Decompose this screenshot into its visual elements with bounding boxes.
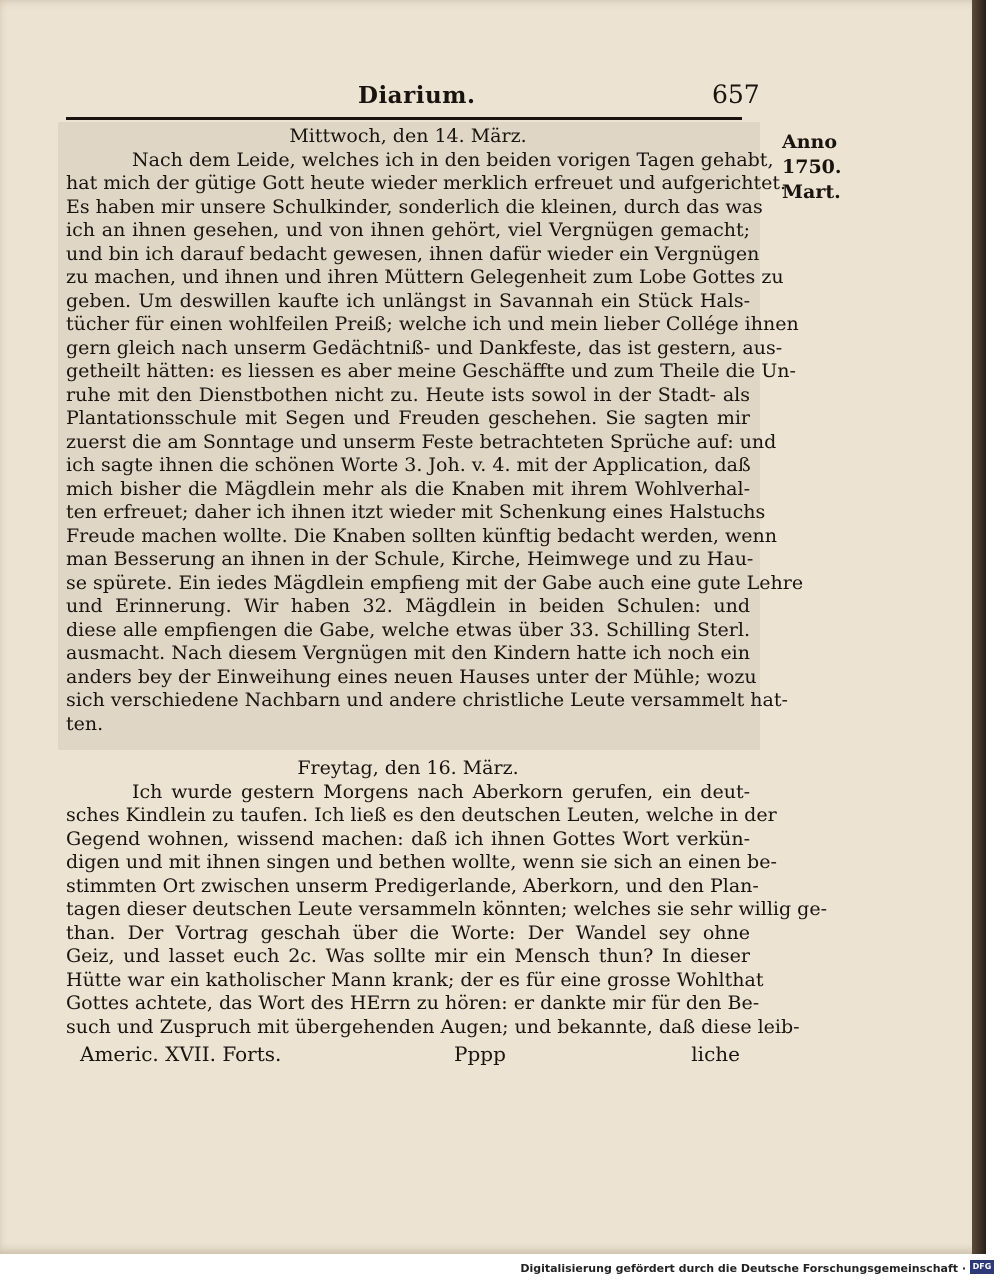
- page-edge: [972, 0, 986, 1254]
- text-line: ten erfreuet; daher ich ihnen itzt wieder mit Schenkung eines Halstuchs: [66, 501, 766, 523]
- margin-note-line: Mart.: [782, 181, 841, 203]
- text-line: sich verschiedene Nachbarn und andere christliche Leute versammelt hat-: [66, 689, 788, 711]
- section-heading: Freytag, den 16. März.: [297, 757, 519, 779]
- header-rule: [66, 117, 742, 120]
- text-line: tagen dieser deutschen Leute versammeln könnten; welches sie sehr willig ge-: [66, 898, 828, 920]
- catchword: liche: [691, 1042, 740, 1066]
- page-footer: [80, 1042, 740, 1070]
- margin-note-line: 1750.: [782, 156, 842, 178]
- text-line: diese alle empfiengen die Gabe, welche etwas über 33. Schilling Sterl.: [66, 618, 750, 641]
- text-line: Gegend wohnen, wissend machen: daß ich ihnen Gottes Wort verkün-: [66, 827, 750, 850]
- text-line: ich sagte ihnen die schönen Worte 3. Joh. v. 4. mit der Application, daß: [66, 454, 751, 476]
- section-freytag: [66, 757, 828, 1039]
- text-line: geben. Um deswillen kaufte ich unlängst in Savannah ein Stück Hals-: [66, 289, 750, 312]
- text-line: mich bisher die Mägdlein mehr als die Knaben mit ihrem Wohlverhal-: [66, 477, 750, 500]
- text-line: Ich wurde gestern Morgens nach Aberkorn gerufen, ein deut-: [132, 780, 750, 803]
- text-line: Freude machen wollte. Die Knaben sollten künftig bedacht werden, wenn: [66, 524, 777, 547]
- text-line: sches Kindlein zu taufen. Ich ließ es den deutschen Leuten, welche in der: [66, 804, 777, 826]
- text-line: se spürete. Ein iedes Mägdlein empfieng mit der Gabe auch eine gute Lehre: [66, 571, 804, 594]
- text-line: hat mich der gütige Gott heute wieder merklich erfreuet und aufgerichtet.: [66, 172, 787, 194]
- digitization-credit: Digitalisierung gefördert durch die Deutsche Forschungsgemeinschaft ·: [520, 1262, 966, 1275]
- text-line: Es haben mir unsere Schulkinder, sonderlich die kleinen, durch das was: [66, 195, 763, 218]
- text-line: Geiz, und lasset euch 2c. Was sollte mir ein Mensch thun? In dieser: [66, 945, 750, 967]
- text-line: man Besserung an ihnen in der Schule, Kirche, Heimwege und zu Hau-: [66, 548, 754, 570]
- page-number: 657: [712, 80, 760, 109]
- text-line: ruhe mit den Dienstbothen nicht zu. Heute ists sowol in der Stadt- als: [66, 383, 750, 406]
- margin-note: [782, 130, 842, 205]
- margin-note-line: Anno: [782, 131, 838, 153]
- text-line: ich an ihnen gesehen, und von ihnen gehört, viel Vergnügen gemacht;: [66, 219, 750, 241]
- text-line: than. Der Vortrag geschah über die Worte: Der Wandel sey ohne: [66, 921, 750, 944]
- text-line: und Erinnerung. Wir haben 32. Mägdlein in beiden Schulen: und: [66, 595, 750, 617]
- sheet-mark: Pppp: [454, 1042, 506, 1066]
- text-line: Gottes achtete, das Wort des HErrn zu hören: er dankte mir für den Be-: [66, 992, 760, 1014]
- text-line: such und Zuspruch mit übergehenden Augen; und bekannte, daß diese leib-: [66, 1015, 800, 1038]
- signature-mark: Americ. XVII. Forts.: [80, 1042, 282, 1066]
- text-line: getheilt hätten: es liessen es aber meine Geschäffte und zum Theile die Un-: [66, 360, 796, 382]
- text-line: und bin ich darauf bedacht gewesen, ihnen dafür wieder ein Vergnügen: [66, 242, 760, 265]
- text-line: Nach dem Leide, welches ich in den beiden vorigen Tagen gehabt,: [132, 148, 774, 171]
- text-line: anders bey der Einweihung eines neuen Hauses unter der Mühle; wozu: [66, 665, 757, 688]
- text-line: zu machen, und ihnen und ihren Müttern Gelegenheit zum Lobe Gottes zu: [66, 266, 784, 288]
- text-line: digen und mit ihnen singen und bethen wollte, wenn sie sich an einen be-: [66, 851, 777, 873]
- section-mittwoch: [66, 125, 804, 736]
- dfg-logo: DFG: [970, 1260, 994, 1274]
- section-heading: Mittwoch, den 14. März.: [289, 125, 527, 147]
- text-line: Plantationsschule mit Segen und Freuden geschehen. Sie sagten mir: [66, 407, 750, 429]
- text-line: Hütte war ein katholischer Mann krank; der es für eine grosse Wohlthat: [66, 968, 764, 991]
- running-title: Diarium.: [358, 82, 476, 109]
- text-line: stimmten Ort zwischen unserm Predigerlande, Aberkorn, und den Plan-: [66, 874, 759, 897]
- text-line: tücher für einen wohlfeilen Preiß; welche ich und mein lieber Collége ihnen: [66, 313, 799, 335]
- text-line: zuerst die am Sonntage und unserm Feste betrachteten Sprüche auf: und: [66, 430, 777, 453]
- text-line: gern gleich nach unserm Gedächtniß- und Dankfeste, das ist gestern, aus-: [66, 336, 783, 359]
- text-line: ten.: [66, 712, 104, 735]
- text-line: ausmacht. Nach diesem Vergnügen mit den Kindern hatte ich noch ein: [66, 642, 750, 664]
